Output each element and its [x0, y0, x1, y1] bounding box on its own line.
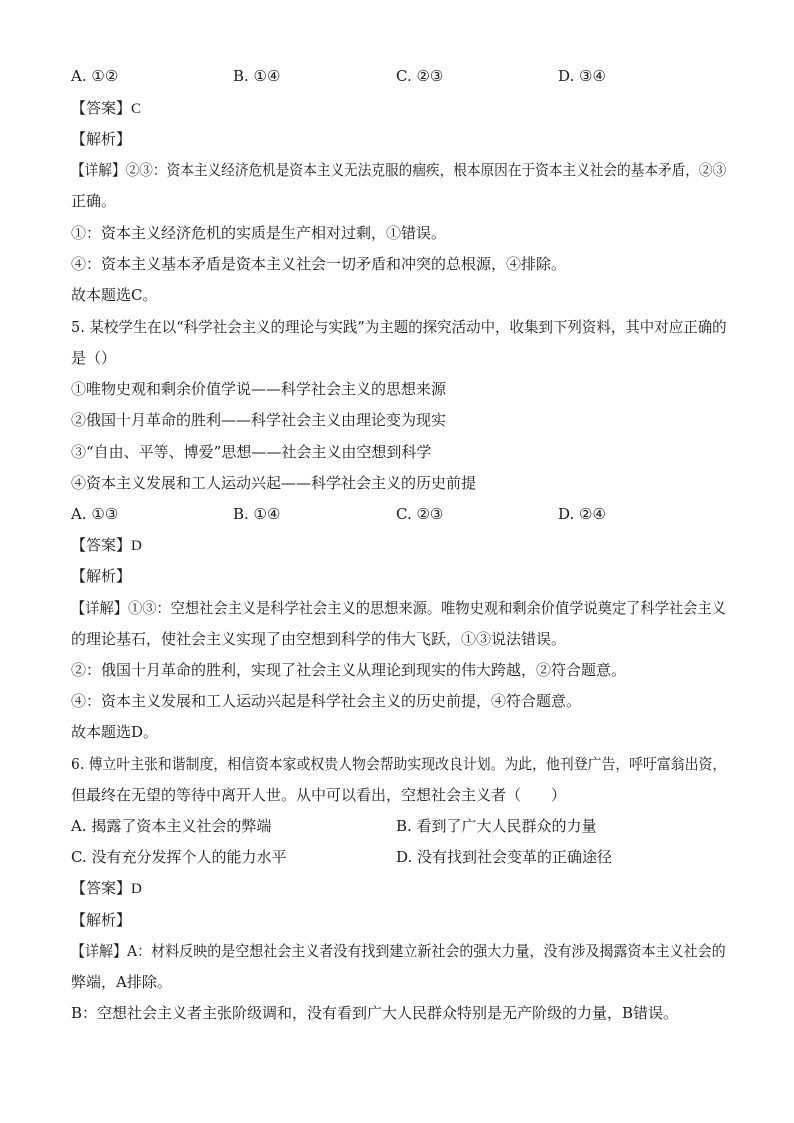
q4-conclusion: 故本题选C。: [71, 286, 158, 304]
answer-label: 【答案】: [71, 99, 132, 117]
q6-stem-line-1: 6. 傅立叶主张和谐制度，相信资本家或权贵人物会帮助实现改良计划。为此，他刊登广告，呼吁富翁出资，: [71, 755, 727, 773]
q4-option-b: B. ①④: [233, 67, 281, 85]
detail-label: 【详解】: [71, 599, 128, 617]
answer-label: 【答案】: [71, 879, 132, 897]
analysis-label: 【解析】: [71, 911, 132, 929]
detail-text: ①③：空想社会主义是科学社会主义的思想来源。唯物史观和剩余价值学说奠定了科学社会主义: [127, 599, 726, 617]
analysis-label: 【解析】: [71, 567, 132, 585]
q6-answer: [71, 878, 142, 899]
q4-option-a: A. ①②: [71, 67, 119, 85]
q5-item-2: ②俄国十月革命的胜利——科学社会主义由理论变为现实: [71, 411, 447, 429]
q5-analysis-label: [71, 566, 131, 586]
q5-stem-line-1: 5. 某校学生在以“科学社会主义的理论与实践”为主题的探究活动中，收集到下列资料，其中对应正确的: [71, 318, 727, 336]
q5-item-1: ①唯物史观和剩余价值学说——科学社会主义的思想来源: [71, 380, 447, 398]
q4-option-c: C. ②③: [396, 67, 444, 85]
q4-analysis-label: [71, 129, 131, 149]
detail-text: A：材料反映的是空想社会主义者没有找到建立新社会的强大力量，没有涉及揭露资本主义社会的: [127, 942, 726, 960]
q5-detail-line-1: [71, 598, 726, 618]
q5-option-a: A. ①③: [71, 505, 119, 523]
answer-value: C: [131, 101, 142, 117]
answer-value: D: [131, 538, 142, 554]
q5-option-b: B. ①④: [233, 505, 281, 523]
q5-detail-line-4: ④：资本主义发展和工人运动兴起是科学社会主义的历史前提，④符合题意。: [71, 692, 582, 710]
q5-option-c: C. ②③: [396, 505, 444, 523]
q6-option-d: D. 没有找到社会变革的正确途径: [396, 848, 613, 866]
q5-detail-line-2: 的理论基石，使社会主义实现了由空想到科学的伟大飞跃，①③说法错误。: [71, 630, 567, 648]
q6-analysis-label: [71, 910, 131, 930]
q6-stem-line-2: 但最终在无望的等待中离开人世。从中可以看出，空想社会主义者（ ）: [71, 786, 567, 804]
q5-item-3: ③“自由、平等、博爱”思想——社会主义由空想到科学: [71, 443, 432, 461]
q6-detail-line-3: B：空想社会主义者主张阶级调和，没有看到广大人民群众特别是无产阶级的力量，B错误。: [71, 1004, 679, 1022]
detail-label: 【详解】: [71, 942, 128, 960]
q5-option-d: D. ②④: [558, 505, 606, 523]
q4-detail-line-4: ④：资本主义基本矛盾是资本主义社会一切矛盾和冲突的总根源，④排除。: [71, 255, 567, 273]
detail-label: 【详解】: [71, 161, 126, 179]
q5-item-4: ④资本主义发展和工人运动兴起——科学社会主义的历史前提: [71, 474, 477, 492]
q6-detail-line-1: [71, 941, 726, 961]
q5-conclusion: 故本题选D。: [71, 723, 159, 741]
answer-value: D: [131, 881, 142, 897]
q4-detail-line-1: [71, 160, 726, 180]
q4-option-d: D. ③④: [558, 67, 606, 85]
q4-answer: [71, 98, 141, 119]
q4-detail-line-3: ①：资本主义经济危机的实质是生产相对过剩，①错误。: [71, 224, 447, 242]
q5-detail-line-3: ②：俄国十月革命的胜利，实现了社会主义从理论到现实的伟大跨越，②符合题意。: [71, 661, 627, 679]
q5-stem-line-2: 是（）: [71, 349, 117, 367]
q6-option-c: C. 没有充分发挥个人的能力水平: [71, 848, 287, 866]
q5-answer: [71, 535, 142, 556]
detail-text: ②③：资本主义经济危机是资本主义无法克服的痼疾，根本原因在于资本主义社会的基本矛盾，②③: [125, 161, 727, 179]
q6-detail-line-2: 弊端，A排除。: [71, 973, 172, 991]
q4-detail-line-2: 正确。: [71, 192, 117, 210]
q6-option-a: A. 揭露了资本主义社会的弊端: [71, 817, 272, 835]
q6-option-b: B. 看到了广大人民群众的力量: [396, 817, 597, 835]
answer-label: 【答案】: [71, 536, 132, 554]
analysis-label: 【解析】: [71, 130, 132, 148]
